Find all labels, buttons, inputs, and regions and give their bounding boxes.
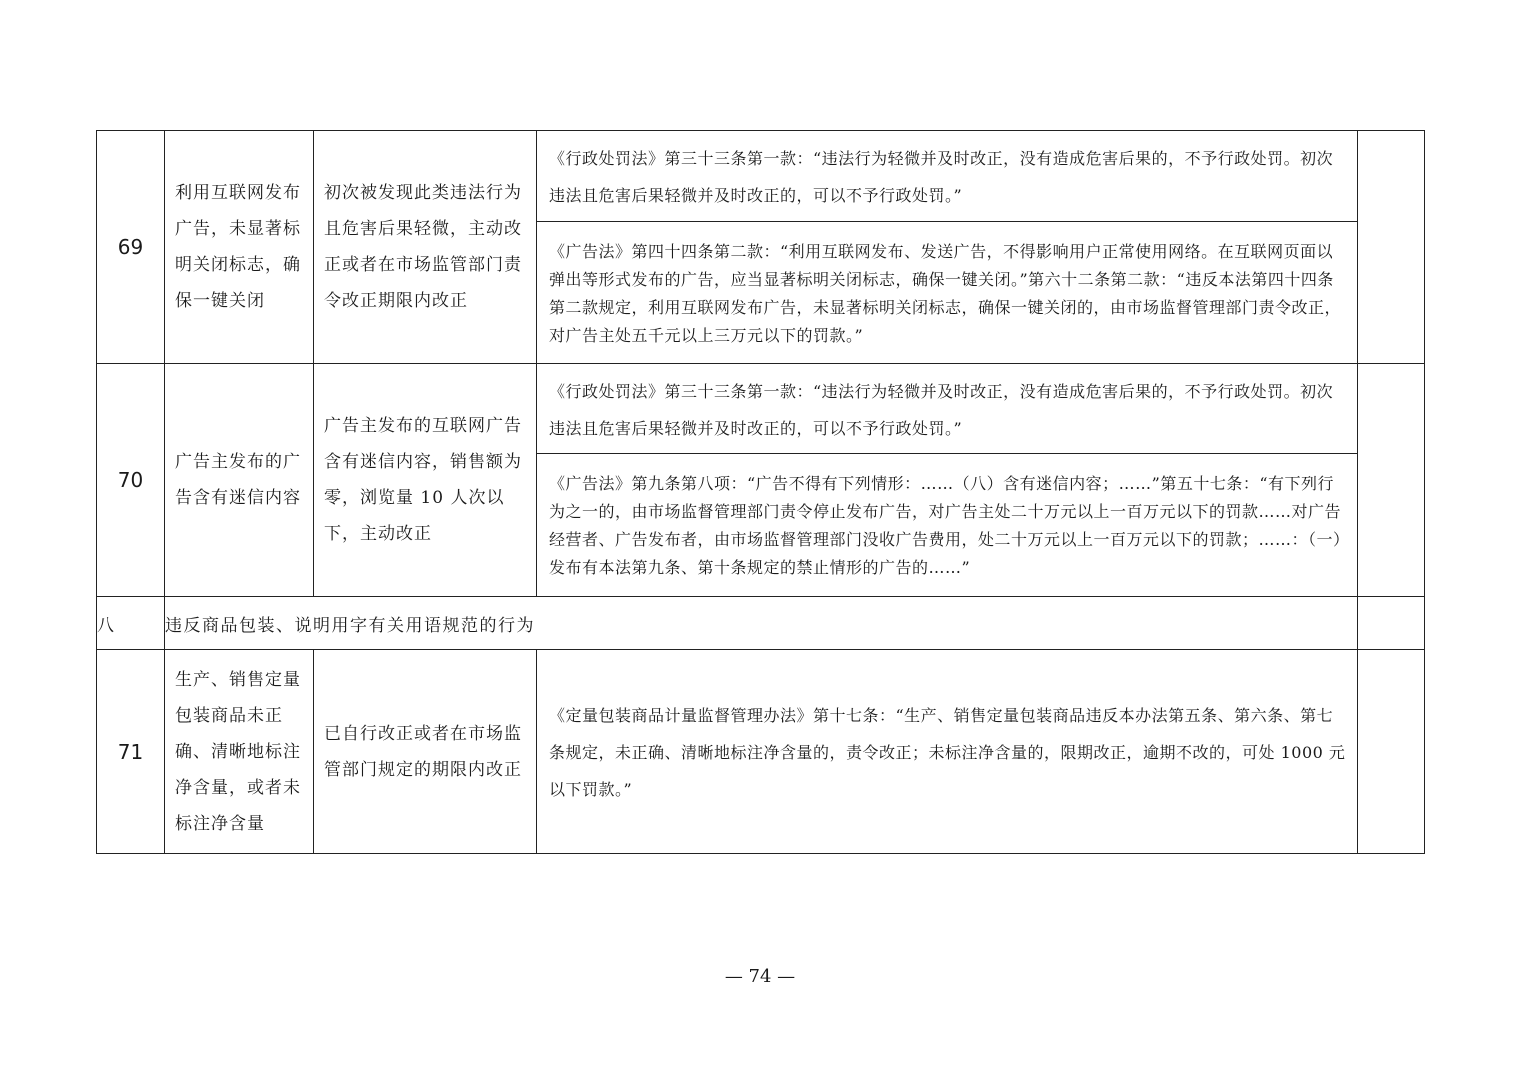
behavior-text: 利用互联网发布广告，未显著标明关闭标志，确保一键关闭 — [175, 183, 301, 311]
condition-cell — [314, 364, 537, 597]
law-cell — [537, 131, 1358, 222]
row-number: 71 — [97, 650, 165, 854]
condition-cell — [314, 131, 537, 364]
law-cell — [537, 364, 1358, 454]
law-cell — [537, 454, 1358, 597]
remarks-cell — [1358, 650, 1425, 854]
section-row — [97, 597, 1425, 650]
section-title: 违反商品包装、说明用字有关用语规范的行为 — [165, 597, 1358, 650]
row-number: 70 — [97, 364, 165, 597]
regulation-table — [96, 130, 1425, 854]
law-text: 《行政处罚法》第三十三条第一款：“违法行为轻微并及时改正，没有造成危害后果的，不予行政处罚。初次违法且危害后果轻微并及时改正的，可以不予行政处罚。” — [549, 149, 1334, 205]
remarks-cell — [1358, 364, 1425, 597]
behavior-cell — [165, 131, 314, 364]
law-cell — [537, 222, 1358, 364]
behavior-cell — [165, 364, 314, 597]
table-row — [97, 650, 1425, 854]
table-row — [97, 131, 1425, 222]
condition-text: 广告主发布的互联网广告含有迷信内容，销售额为零，浏览量 10 人次以下，主动改正 — [324, 416, 522, 544]
condition-text: 已自行改正或者在市场监管部门规定的期限内改正 — [324, 723, 522, 780]
behavior-text: 生产、销售定量包装商品未正确、清晰地标注净含量，或者未标注净含量 — [175, 669, 301, 834]
remarks-cell — [1358, 597, 1425, 650]
section-number: 八 — [97, 597, 165, 650]
page-number: — 74 — — [724, 966, 796, 987]
law-text: 《行政处罚法》第三十三条第一款：“违法行为轻微并及时改正，没有造成危害后果的，不予行政处罚。初次违法且危害后果轻微并及时改正的，可以不予行政处罚。” — [549, 381, 1334, 438]
law-text: 《定量包装商品计量监督管理办法》第十七条：“生产、销售定量包装商品违反本办法第五条、第六条、第七条规定，未正确、清晰地标注净含量的，责令改正；未标注净含量的，限期改正，逾期不改的，可处 1000 元以下罚款。” — [549, 706, 1346, 799]
condition-text: 初次被发现此类违法行为且危害后果轻微，主动改正或者在市场监管部门责令改正期限内改正 — [324, 183, 522, 311]
law-text: 《广告法》第九条第八项：“广告不得有下列情形：……（八）含有迷信内容；……”第五十七条：“有下列行为之一的，由市场监督管理部门责令停止发布广告，对广告主处二十万元以上一百万元以下的罚款……对广告经营者、广告发布者，由市场监督管理部门没收广告费用，处二十万元以上一百万元以下的罚款；……：（一）发布有本法第九条、第十条规定的禁止情形的广告的……” — [549, 474, 1342, 577]
behavior-text: 广告主发布的广告含有迷信内容 — [175, 452, 301, 508]
behavior-cell — [165, 650, 314, 854]
remarks-cell — [1358, 131, 1425, 364]
row-number: 69 — [97, 131, 165, 364]
table-row — [97, 364, 1425, 454]
law-text: 《广告法》第四十四条第二款：“利用互联网发布、发送广告，不得影响用户正常使用网络。在互联网页面以弹出等形式发布的广告，应当显著标明关闭标志，确保一键关闭。”第六十二条第二款：“违反本法第四十四条第二款规定，利用互联网发布广告，未显著标明关闭标志，确保一键关闭的，由市场监督管理部门责令改正，对广告主处五千元以上三万元以下的罚款。” — [549, 241, 1342, 345]
law-cell — [537, 650, 1358, 854]
condition-cell — [314, 650, 537, 854]
